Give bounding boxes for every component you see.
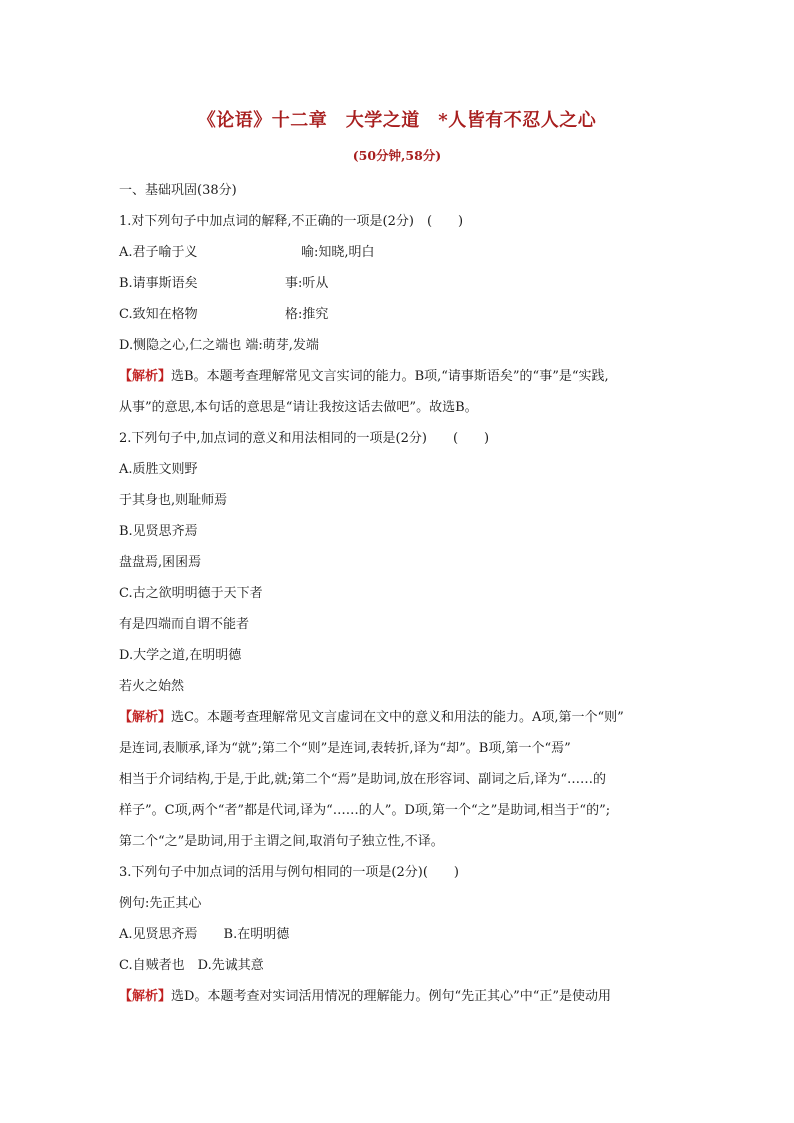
q2-line: 有是四端而自谓不能者 (119, 617, 250, 632)
q2-line: C.古之欲明明德于天下者 (119, 586, 263, 601)
analysis-tag: 【解析】 (119, 710, 172, 725)
q1-option-c (119, 299, 689, 330)
q1-option-b-text: B.请事斯语矣 (119, 276, 198, 291)
q1-stem: 1.对下列句子中加点词的解释,不正确的一项是(2分) ( ) (119, 214, 464, 229)
analysis-tag: 【解析】 (119, 989, 172, 1004)
q1-option-d-gloss: 端:萌芽,发端 (245, 338, 319, 353)
q2-analysis-line-1 (119, 702, 689, 733)
q2-analysis-text: 选C。本题考查理解常见文言虚词在文中的意义和用法的能力。A项,第一个“则” (171, 710, 624, 725)
q3-options-row-1: A.见贤思齐焉 B.在明明德 (119, 927, 290, 942)
q2-line: D.大学之道,在明明德 (119, 648, 242, 663)
page-title: 《论语》十二章 大学之道 *人皆有不忍人之心 (197, 110, 597, 131)
q2-line: 于其身也,则耻师焉 (119, 493, 228, 508)
document-body (119, 175, 689, 1012)
section-heading: 一、基础巩固(38分) (119, 183, 237, 198)
q2-line: B.见贤思齐焉 (119, 524, 198, 539)
q2-analysis-line-4: 样子”。C项,两个“者”都是代词,译为“……的人”。D项,第一个“之”是助词,相当于“的”; (119, 803, 611, 818)
q3-options-row-2: C.自贼者也 D.先诚其意 (119, 958, 264, 973)
q2-line: 若火之始然 (119, 679, 185, 694)
q2-line: 盘盘焉,囷囷焉 (119, 555, 202, 570)
q2-analysis-line-3: 相当于介词结构,于是,于此,就;第二个“焉”是助词,放在形容词、副词之后,译为“……的 (119, 772, 606, 787)
q2-analysis-line-2: 是连词,表顺承,译为“就”;第二个“则”是连词,表转折,译为“却”。B项,第一个“焉” (119, 741, 571, 756)
q1-analysis-line-1 (119, 361, 689, 392)
analysis-tag: 【解析】 (119, 369, 172, 384)
q1-option-a-gloss: 喻:知晓,明白 (301, 245, 375, 260)
q3-analysis-text: 选D。本题考查对实词活用情况的理解能力。例句“先正其心”中“正”是使动用 (171, 989, 612, 1004)
q1-option-d-text: D.恻隐之心,仁之端也 (119, 338, 242, 353)
q3-analysis-line-1 (119, 981, 689, 1012)
q1-option-c-text: C.致知在格物 (119, 307, 198, 322)
q1-option-d (119, 330, 689, 361)
q3-example: 例句:先正其心 (119, 896, 202, 911)
q1-option-b (119, 268, 689, 299)
q3-stem: 3.下列句子中加点词的活用与例句相同的一项是(2分)( ) (119, 865, 459, 880)
q1-option-c-gloss: 格:推究 (285, 307, 329, 322)
q1-option-b-gloss: 事:听从 (285, 276, 329, 291)
page-subtitle: (50分钟,58分) (352, 148, 442, 163)
q1-analysis-line-2: 从事”的意思,本句话的意思是“请让我按这话去做吧”。故选B。 (119, 400, 478, 415)
q2-analysis-line-5: 第二个“之”是助词,用于主谓之间,取消句子独立性,不译。 (119, 834, 444, 849)
q1-analysis-text: 选B。本题考查理解常见文言实词的能力。B项,“请事斯语矣”的“事”是“实践, (171, 369, 609, 384)
q2-line: A.质胜文则野 (119, 462, 198, 477)
q2-stem: 2.下列句子中,加点词的意义和用法相同的一项是(2分) ( ) (119, 431, 490, 446)
q1-option-a-text: A.君子喻于义 (119, 245, 198, 260)
q1-option-a (119, 237, 689, 268)
